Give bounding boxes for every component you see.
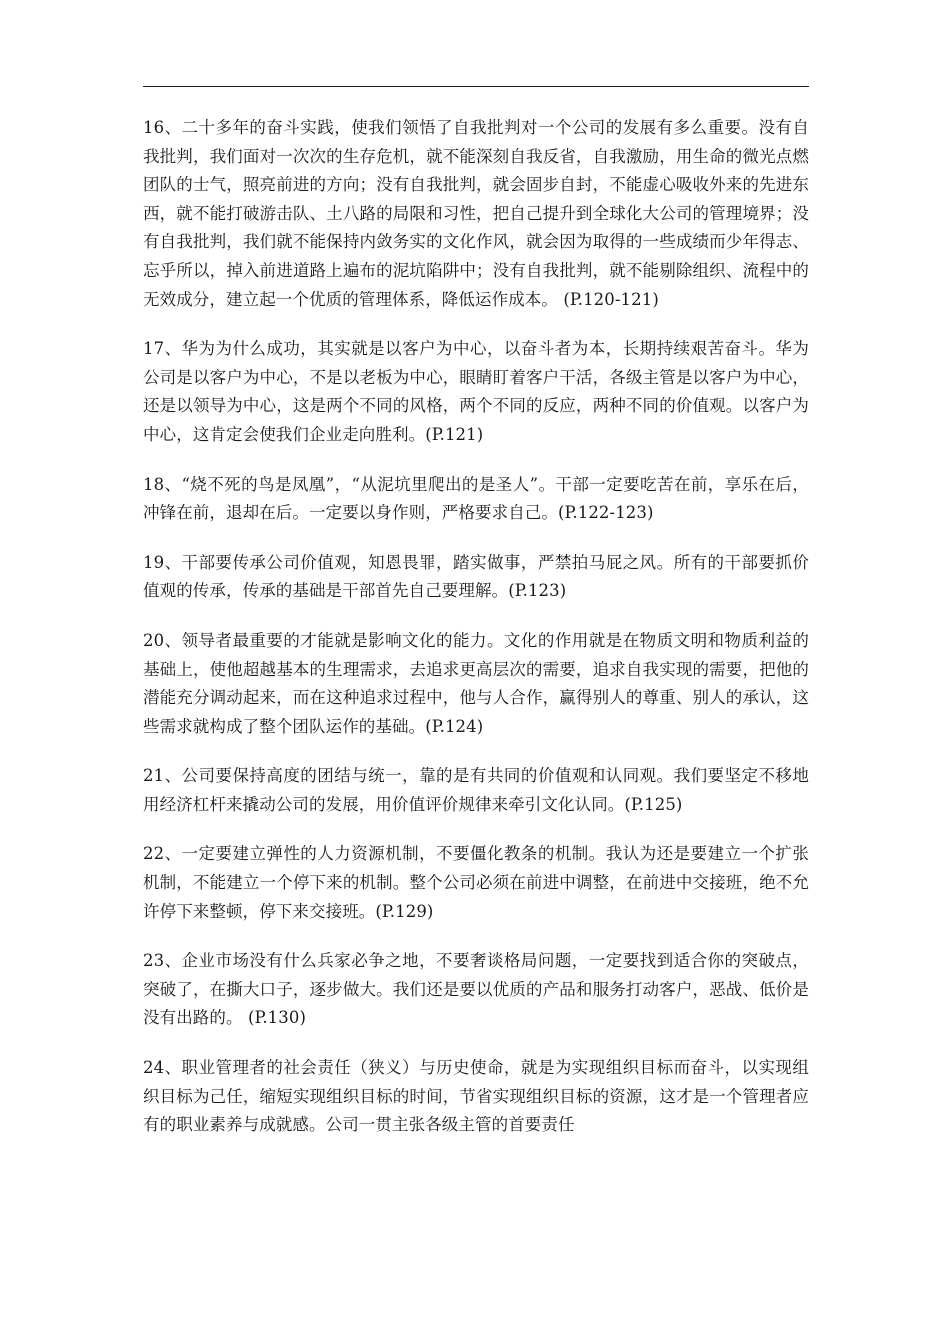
paragraph-24: 24、职业管理者的社会责任（狭义）与历史使命，就是为实现组织目标而奋斗，以实现组织目标为己任，缩短实现组织目标的时间，节省实现组织目标的资源，这才是一个管理者应有的职业素养与成就感。公司一贯主张各级主管的首要责任 [143,1058,809,1135]
paragraph-20: 20、领导者最重要的才能就是影响文化的能力。文化的作用就是在物质文明和物质利益的基础上，使他超越基本的生理需求，去追求更高层次的需要，追求自我实现的需要，把他的潜能充分调动起来，而在这种追求过程中，他与人合作，赢得别人的尊重、别人的承认，这些需求就构成了整个团队运作的基础。(P.124) [143,630,809,736]
paragraph-21: 21、公司要保持高度的团结与统一，靠的是有共同的价值观和认同观。我们要坚定不移地用经济杠杆来撬动公司的发展，用价值评价规律来牵引文化认同。(P.125) [143,766,809,814]
paragraph-18: 18、“烧不死的鸟是凤凰”，“从泥坑里爬出的是圣人”。干部一定要吃苦在前，享乐在后，冲锋在前，退却在后。一定要以身作则，严格要求自己。(P.122-123) [143,474,809,523]
document-body [143,114,809,1161]
paragraph-22: 22、一定要建立弹性的人力资源机制，不要僵化教条的机制。我认为还是要建立一个扩张机制，不能建立一个停下来的机制。整个公司必须在前进中调整，在前进中交接班，绝不允许停下来整顿，停下来交接班。(P.129) [143,844,809,921]
paragraph-23: 23、企业市场没有什么兵家必争之地，不要奢谈格局问题，一定要找到适合你的突破点，突破了，在撕大口子，逐步做大。我们还是要以优质的产品和服务打动客户，恶战、低价是没有出路的。 (P.130) [143,951,809,1028]
paragraph-19: 19、干部要传承公司价值观，知恩畏罪，踏实做事，严禁拍马屁之风。所有的干部要抓价值观的传承，传承的基础是干部首先自己要理解。(P.123) [143,552,809,601]
paragraph-17: 17、华为为什么成功，其实就是以客户为中心，以奋斗者为本，长期持续艰苦奋斗。华为公司是以客户为中心，不是以老板为中心，眼睛盯着客户干活，各级主管是以客户为中心，还是以领导为中心，这是两个不同的风格，两个不同的反应，两种不同的价值观。以客户为中心，这肯定会使我们企业走向胜利。(P.121) [143,339,809,444]
paragraph-16: 16、二十多年的奋斗实践，使我们领悟了自我批判对一个公司的发展有多么重要。没有自我批判，我们面对一次次的生存危机，就不能深刻自我反省，自我激励，用生命的微光点燃团队的士气，照亮前进的方向；没有自我批判，就会固步自封，不能虚心吸收外来的先进东西，就不能打破游击队、土八路的局限和习性，把自己提升到全球化大公司的管理境界；没有自我批判，我们就不能保持内敛务实的文化作风，就会因为取得的一些成绩而少年得志、忘乎所以，掉入前进道路上遍布的泥坑陷阱中；没有自我批判，就不能剔除组织、流程中的无效成分，建立起一个优质的管理体系，降低运作成本。 (P.120-121) [143,118,809,309]
header-divider [143,86,809,87]
